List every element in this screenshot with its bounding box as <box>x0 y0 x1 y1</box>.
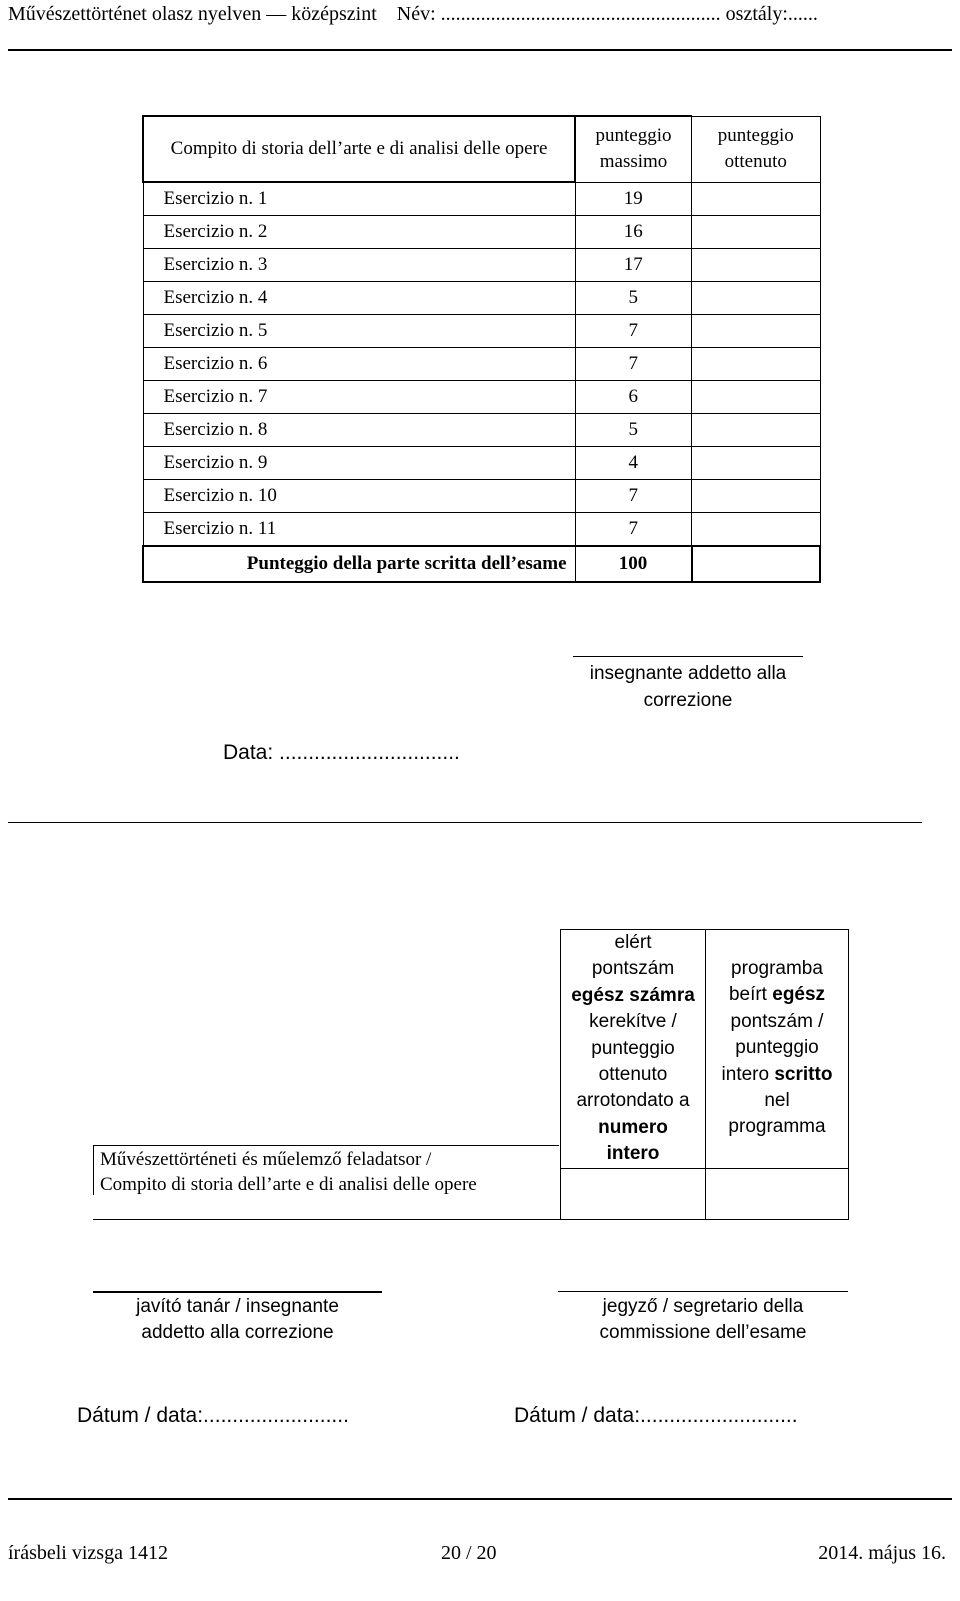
exercise-max-score: 7 <box>575 480 692 513</box>
exercise-max-score: 17 <box>575 249 692 282</box>
header-rule <box>8 49 952 51</box>
program-score-header: programba beírt egész pontszám / punteggio intero scritto nel programma <box>706 930 849 1169</box>
total-label: Punteggio della parte scritta dell’esame <box>143 546 575 582</box>
table-row <box>143 513 820 547</box>
total-max-score: 100 <box>575 546 692 582</box>
corrector-signature-caption: insegnante addetto alla correzione <box>589 663 787 711</box>
exercise-max-score: 5 <box>575 282 692 315</box>
exercise-score-field[interactable] <box>692 381 820 414</box>
corrector-signature-line <box>573 656 803 657</box>
teacher-date-field[interactable]: Dátum / data:......................... <box>77 1404 349 1427</box>
exercise-label: Esercizio n. 2 <box>143 216 575 249</box>
header-dash: — <box>266 3 287 25</box>
exercise-label: Esercizio n. 7 <box>143 381 575 414</box>
exercise-score-field[interactable] <box>692 513 820 547</box>
exercise-max-score: 19 <box>575 182 692 216</box>
exercise-score-field[interactable] <box>692 414 820 447</box>
exercise-label: Esercizio n. 3 <box>143 249 575 282</box>
header-level: középszint <box>291 3 377 25</box>
score-table-header-row <box>143 116 820 182</box>
exercise-label: Esercizio n. 8 <box>143 414 575 447</box>
footer-date: 2014. május 16. <box>818 1542 946 1564</box>
table-row <box>143 315 820 348</box>
footer-exam-code: írásbeli vizsga 1412 <box>8 1542 168 1564</box>
teacher-signature-caption: javító tanár / insegnante addetto alla correzione <box>136 1296 339 1343</box>
exercise-max-score: 16 <box>575 216 692 249</box>
exercise-score-field[interactable] <box>692 282 820 315</box>
header-name-field: Név: ........................................................ <box>396 3 721 25</box>
header-subject: Művészettörténet olasz nyelven <box>8 3 262 25</box>
exercise-max-score: 5 <box>575 414 692 447</box>
task-header: Compito di storia dell’arte e di analisi delle opere <box>143 116 575 182</box>
total-score-field[interactable] <box>692 546 820 582</box>
exercise-score-field[interactable] <box>692 182 820 216</box>
exercise-max-score: 4 <box>575 447 692 480</box>
exercise-score-field[interactable] <box>692 216 820 249</box>
table-row <box>143 182 820 216</box>
exercise-label: Esercizio n. 9 <box>143 447 575 480</box>
obtained-score-header: punteggio ottenuto <box>692 116 820 182</box>
table-row <box>143 216 820 249</box>
table-row <box>143 249 820 282</box>
page-header <box>8 0 952 28</box>
table-row <box>143 414 820 447</box>
final-row-label: Művészettörténeti és műelemző feladatsor / Compito di storia dell’arte e di analisi delle opere <box>93 1145 559 1195</box>
exercise-score-field[interactable] <box>692 348 820 381</box>
exercise-score-field[interactable] <box>692 315 820 348</box>
exercise-max-score: 7 <box>575 348 692 381</box>
exercise-max-score: 6 <box>575 381 692 414</box>
rounded-score-field[interactable] <box>561 1169 706 1220</box>
teacher-signature-line <box>93 1291 382 1293</box>
exercise-max-score: 7 <box>575 513 692 547</box>
table-row <box>143 447 820 480</box>
exercise-score-field[interactable] <box>692 480 820 513</box>
section-divider <box>8 822 922 823</box>
program-score-field[interactable] <box>706 1169 849 1220</box>
exercise-label: Esercizio n. 11 <box>143 513 575 547</box>
exercise-label: Esercizio n. 1 <box>143 182 575 216</box>
exercise-label: Esercizio n. 10 <box>143 480 575 513</box>
exercise-label: Esercizio n. 5 <box>143 315 575 348</box>
header-class-field: osztály:...... <box>725 3 818 25</box>
exercise-label: Esercizio n. 6 <box>143 348 575 381</box>
rounded-score-header: elért pontszám egész számra kerekítve / punteggio ottenuto arrotondato a numero intero <box>561 930 706 1169</box>
footer-page-number: 20 / 20 <box>441 1542 497 1564</box>
secretary-signature-caption: jegyző / segretario della commissione dell’esame <box>599 1296 807 1343</box>
secretary-signature-line <box>558 1291 848 1292</box>
table-row <box>143 480 820 513</box>
exercise-score-field[interactable] <box>692 447 820 480</box>
max-score-header: punteggio massimo <box>575 116 692 182</box>
exercise-max-score: 7 <box>575 315 692 348</box>
date-field[interactable]: Data: ............................... <box>223 741 460 764</box>
footer-rule <box>8 1498 952 1500</box>
table-row <box>143 381 820 414</box>
exercise-score-field[interactable] <box>692 249 820 282</box>
table-row <box>143 348 820 381</box>
secretary-date-field[interactable]: Dátum / data:........................... <box>514 1404 798 1427</box>
total-row <box>143 546 820 582</box>
table-row <box>143 282 820 315</box>
score-table <box>142 115 821 583</box>
exercise-label: Esercizio n. 4 <box>143 282 575 315</box>
